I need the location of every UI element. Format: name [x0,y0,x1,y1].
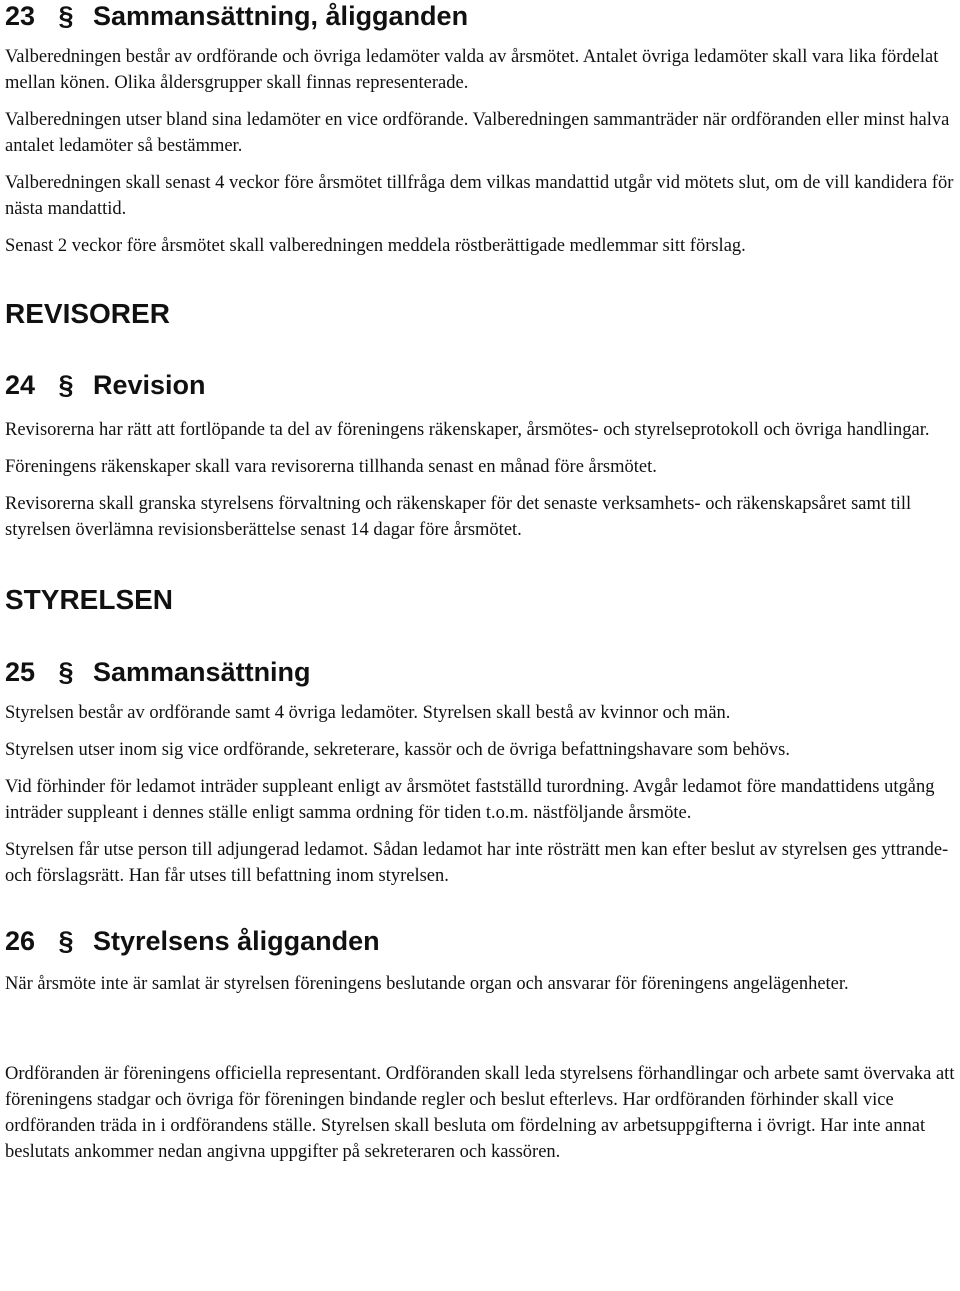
paragraph: Ordföranden är föreningens officiella representant. Ordföranden skall leda styrelsens förhandlingar och arbete samt övervaka att föreningens stadgar och övriga för föreningen bindande regler och beslut efterlevs. Har ordföranden förhinder skall vice ordföranden träda in i ordförandens ställe. Styrelsen skall besluta om fördelning av arbetsuppgifterna i övrigt. Har inte annat beslutats ankommer nedan angivna uppgifter på sekreteraren och kassören. [5,1064,955,1162]
section-title: Sammansättning, åligganden [93,1,469,31]
paragraph: När årsmöte inte är samlat är styrelsen föreningens beslutande organ och ansvarar för föreningens angelägenheter. [5,974,849,994]
paragraph: Senast 2 veckor före årsmötet skall valberedningen meddela röstberättigade medlemmar sitt förslag. [5,236,746,256]
paragraph: Valberedningen utser bland sina ledamöter en vice ordförande. Valberedningen sammanträder när ordföranden eller minst halva antalet ledamöter så bestämmer. [5,110,950,156]
paragraph-symbol: § [58,370,74,400]
paragraph-symbol: § [58,657,74,687]
paragraph: Föreningens räkenskaper skall vara revisorerna tillhanda senast en månad före årsmötet. [5,457,657,477]
section-number: 25 [5,657,36,687]
section-26-heading [5,925,957,957]
section-number: 23 [5,1,36,31]
paragraph: Valberedningen skall senast 4 veckor före årsmötet tillfråga dem vilkas mandattid utgår vid mötets slut, om de vill kandidera för nästa mandattid. [5,173,954,219]
section-title: Revision [93,370,206,400]
paragraph: Styrelsen utser inom sig vice ordförande, sekreterare, kassör och de övriga befattningshavare som behövs. [5,740,790,760]
section-number: 24 [5,370,36,400]
paragraph: Vid förhinder för ledamot inträder suppleant enligt av årsmötet fastställd turordning. Avgår ledamot före mandattidens utgång inträder suppleant i dennes ställe enligt samma ordning för tiden t.o.m. nästföljande årsmöte. [5,777,935,823]
paragraph-symbol: § [58,1,74,31]
section-title: Styrelsens åligganden [93,926,380,956]
section-title: Sammansättning [93,657,311,687]
section-25-heading [5,656,957,688]
paragraph: Styrelsen får utse person till adjungerad ledamot. Sådan ledamot har inte rösträtt men kan efter beslut av styrelsen ges yttrande- och förslagsrätt. Han får utses till befattning inom styrelsen. [5,840,949,886]
paragraph: Revisorerna har rätt att fortlöpande ta del av föreningens räkenskaper, årsmötes- och styrelseprotokoll och övriga handlingar. [5,420,930,440]
paragraph: Valberedningen består av ordförande och övriga ledamöter valda av årsmötet. Antalet övriga ledamöter skall vara lika fördelat mellan könen. Olika åldersgrupper skall finnas representerade. [5,47,939,93]
paragraph: Revisorerna skall granska styrelsens förvaltning och räkenskaper för det senaste verksamhets- och räkenskapsåret samt till styrelsen överlämna revisionsberättelse senast 14 dagar före årsmötet. [5,494,912,540]
section-number: 26 [5,926,36,956]
chapter-heading-styrelsen: STYRELSEN [5,584,174,615]
chapter-heading-revisorer: REVISORER [5,298,170,329]
paragraph-symbol: § [58,926,74,956]
document-page [5,0,957,1165]
section-23-heading [5,0,957,32]
paragraph: Styrelsen består av ordförande samt 4 övriga ledamöter. Styrelsen skall bestå av kvinnor och män. [5,703,731,723]
section-24-heading [5,369,957,401]
